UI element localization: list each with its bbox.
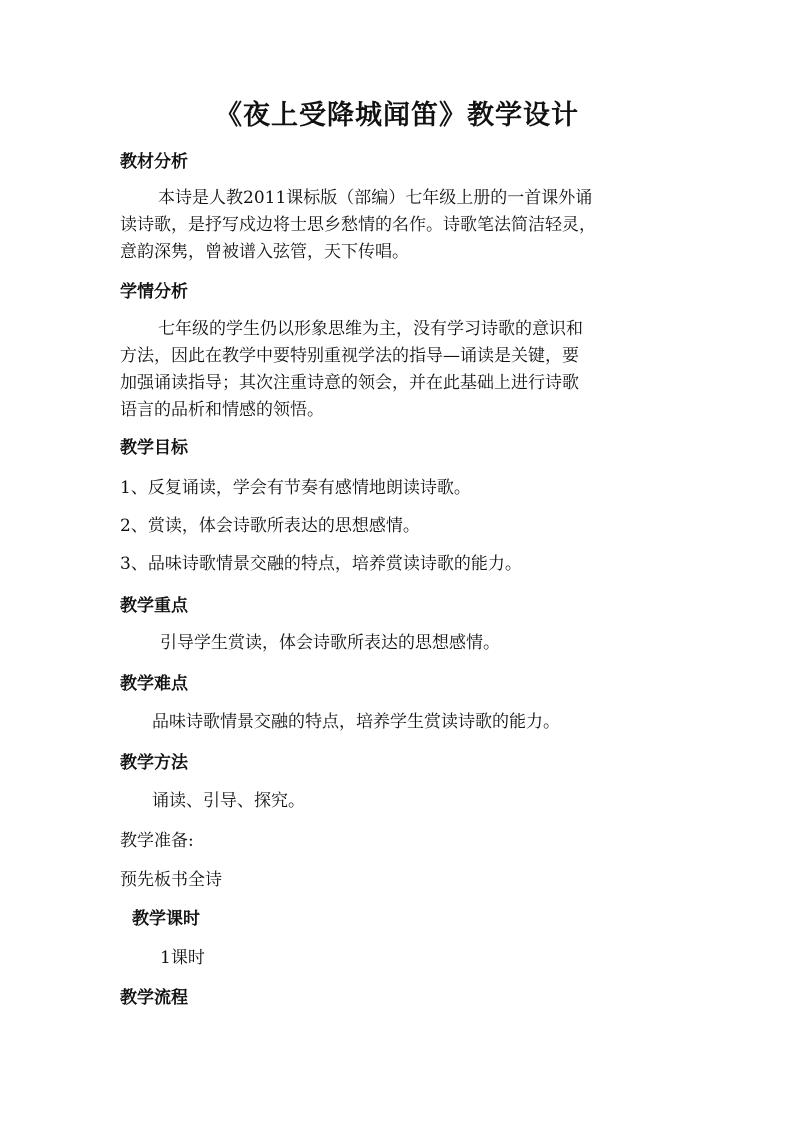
student-analysis-line-2: 方法，因此在教学中要特别重视学法的指导—诵读是关键，要 [120, 346, 579, 366]
heading-class-hours: 教学课时 [132, 909, 200, 929]
difficulties-text: 品味诗歌情景交融的特点，培养学生赏读诗歌的能力。 [152, 712, 560, 732]
textbook-analysis-line-3: 意韵深隽，曾被谱入弦管，天下传唱。 [120, 242, 409, 262]
heading-preparation: 教学准备: [120, 831, 194, 851]
methods-text: 诵读、引导、探究。 [152, 791, 305, 811]
key-points-text: 引导学生赏读，体会诗歌所表达的思想感情。 [160, 633, 500, 653]
heading-methods: 教学方法 [120, 753, 188, 773]
textbook-analysis-line-2: 读诗歌，是抒写戍边将士思乡愁情的名作。诗歌笔法简洁轻灵， [120, 215, 596, 235]
paragraph-textbook-analysis [120, 185, 680, 266]
heading-student-analysis: 学情分析 [120, 282, 188, 302]
objective-item-3: 3、品味诗歌情景交融的特点，培养赏读诗歌的能力。 [120, 554, 522, 574]
objective-item-2: 2、赏读，体会诗歌所表达的思想感情。 [120, 516, 420, 536]
heading-process: 教学流程 [120, 988, 188, 1008]
student-analysis-line-1: 七年级的学生仍以形象思维为主，没有学习诗歌的意识和 [158, 319, 583, 339]
class-hours-text: 1课时 [160, 948, 205, 968]
document-title: 《夜上受降城闻笛》教学设计 [215, 100, 579, 131]
preparation-text: 预先板书全诗 [120, 870, 222, 890]
paragraph-student-analysis [120, 316, 680, 424]
heading-difficulties: 教学难点 [120, 674, 188, 694]
heading-textbook-analysis: 教材分析 [120, 152, 188, 172]
heading-objectives: 教学目标 [120, 438, 188, 458]
textbook-analysis-line-1: 本诗是人教2011课标版（部编）七年级上册的一首课外诵 [158, 188, 593, 208]
student-analysis-line-4: 语言的品析和情感的领悟。 [120, 400, 324, 420]
heading-key-points: 教学重点 [120, 596, 188, 616]
objective-item-1: 1、反复诵读，学会有节奏有感情地朗读诗歌。 [120, 478, 471, 498]
student-analysis-line-3: 加强诵读指导；其次注重诗意的领会，并在此基础上进行诗歌 [120, 373, 579, 393]
